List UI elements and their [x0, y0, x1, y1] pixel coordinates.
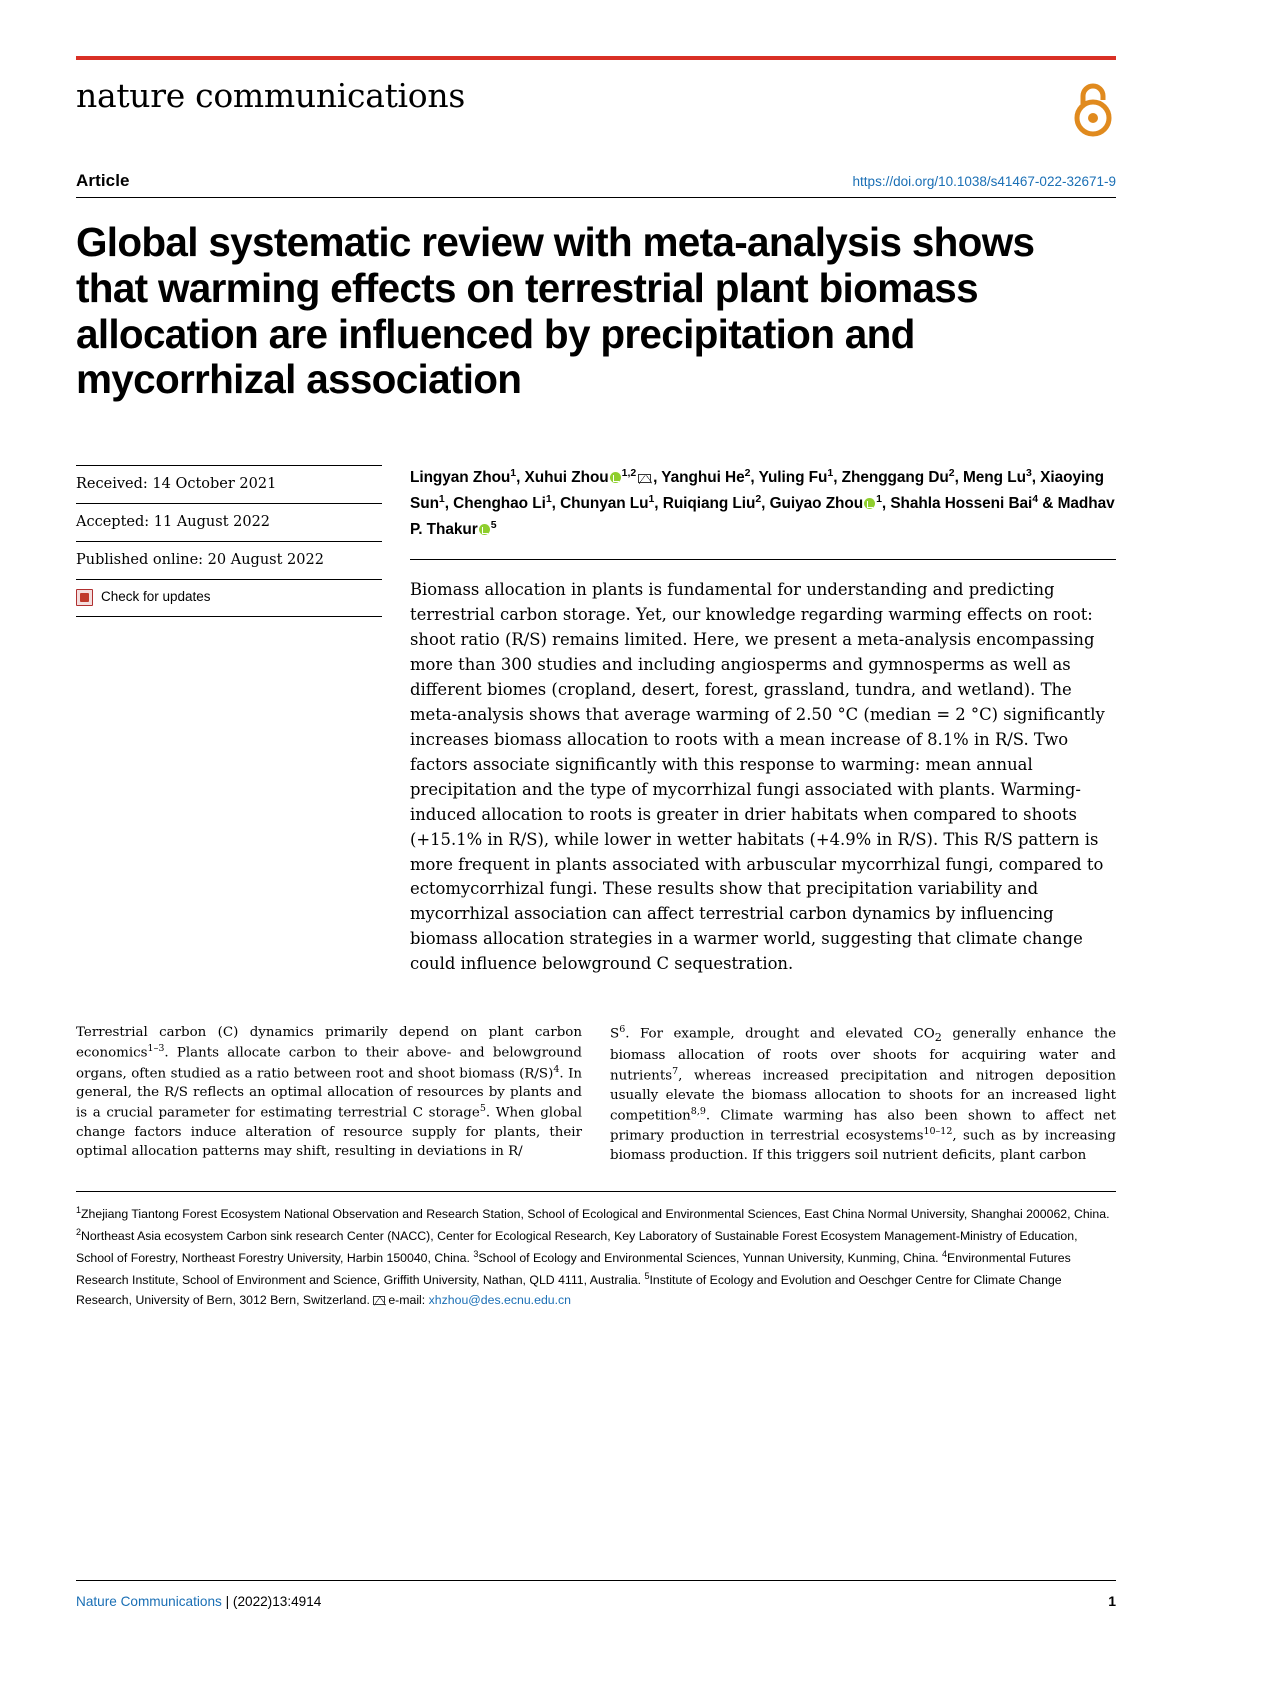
journal-title: nature communications: [76, 76, 465, 115]
publication-dates: [76, 465, 406, 977]
accepted-date: Accepted: 11 August 2022: [76, 503, 382, 541]
affiliations: $^1$Zhejiang Tiantong Forest Ecosystem National Observation and Research Station, School of Ecological and Environmental Sciences, East China Normal University, Shanghai 200062, China. $^2$Northeast Asia ecosystem Carbon sink research Center (NACC), Center for Ecological Research, Key Laboratory of Sustainable Forest Ecosystem Management-Ministry of Education, School of Forestry, Northeast Forestry University, Harbin 150040, China. $^3$School of Ecology and Environmental Sciences, Yunnan University, Kunming, China. $^4$Environmental Futures Research Institute, School of Environment and Science, Griffith University, Nathan, QLD 4111, Australia. $^5$Institute of Ecology and Evolution and Oeschger Centre for Climate Change Research, University of Bern, 3012 Bern, Switzerland. e-mail: xhzhou@des.ecnu.edu.cn: [76, 1204, 1110, 1307]
header-divider: [76, 197, 1116, 198]
check-for-updates[interactable]: [76, 579, 382, 617]
published-date: Published online: 20 August 2022: [76, 541, 382, 579]
meta-and-abstract: [76, 465, 1116, 977]
page-number: 1: [1108, 1593, 1116, 1609]
page-content: [76, 0, 1116, 1311]
page-footer: [76, 1580, 1116, 1609]
body-column-left: Terrestrial carbon (C) dynamics primarily depend on plant carbon economics$^{1-3}$. Plants allocate carbon to their above- and belowground organs, often studied as a ratio between root and shoot biomass $(R/S)^4$. In general, the R/S reflects an optimal allocation of resources by plants and is a crucial parameter for estimating terrestrial C storage$^5$. When global change factors induce alteration of resource supply for plants, their optimal allocation patterns may shift, resulting in deviations in R/: [76, 1025, 582, 1159]
email-icon: [373, 1296, 385, 1305]
footer-row: [76, 1581, 1116, 1609]
orcid-icon: [479, 524, 490, 535]
masthead: [76, 60, 1116, 149]
received-date: Received: 14 October 2021: [76, 465, 382, 503]
orcid-icon: [864, 498, 875, 509]
footer-citation: [76, 1594, 321, 1609]
footer-volume-article: | (2022)13:4914: [225, 1594, 322, 1609]
orcid-icon: [610, 472, 621, 483]
article-type-row: [76, 149, 1116, 191]
article-label: Article: [76, 171, 130, 190]
body-column-right: $S^6$. For example, drought and elevated $CO_2$ generally enhance the biomass allocation of roots over shoots for acquiring water and nutrients$^7$, whereas increased precipitation and nitrogen deposition usually elevate the biomass allocation to shoots for an increased light competition$^{8,9}$. Climate warming has also been shown to affect net primary production in terrestrial ecosystems$^{10-12}$, such as by increasing biomass production. If this triggers soil nutrient deficits, plant carbon: [610, 1024, 1116, 1163]
abstract-text: Biomass allocation in plants is fundamental for understanding and predicting terrestrial carbon storage. Yet, our knowledge regarding warming effects on root: shoot ratio (R/S) remains limited. Here, we present a meta-analysis encompassing more than 300 studies and including angiosperms and gymnosperms as well as different biomes (cropland, desert, forest, grassland, tundra, and wetland). The meta-analysis shows that average warming of 2.50 °C (median = 2 °C) significantly increases biomass allocation to roots with a mean increase of 8.1% in R/S. Two factors associate significantly with this response to warming: mean annual precipitation and the type of mycorrhizal fungi associated with plants. Warming-induced allocation to roots is greater in drier habitats when compared to shoots (+15.1% in R/S), while lower in wetter habitats (+4.9% in R/S). This R/S pattern is more frequent in plants associated with arbuscular mycorrhizal fungi, compared to ectomycorrhizal fungi. These results show that precipitation variability and mycorrhizal association can affect terrestrial carbon dynamics by influencing biomass allocation strategies in a warmer world, suggesting that climate change could influence belowground C sequestration.: [410, 580, 1105, 974]
check-updates-label: Check for updates: [101, 589, 211, 605]
footnote-divider: [76, 1191, 1116, 1192]
crossmark-icon: [76, 589, 93, 606]
page-title: Global systematic review with meta-analysis shows that warming effects on terrestrial plant biomass allocation are influenced by precipitation and mycorrhizal association: [76, 219, 1035, 403]
open-access-icon: [1070, 80, 1116, 143]
footer-journal-name: Nature Communications: [76, 1594, 222, 1609]
author-list: Lingyan Zhou$^1$, Xuhui Zhou $^{1,2}$ , Yanghui He$^2$, Yuling Fu$^1$, Zhenggang Du$^2$, Meng Lu$^3$, Xiaoying Sun$^1$, Chenghao Li$^1$, Chunyan Lu$^1$, Ruiqiang Liu$^2$, Guiyao Zhou $^1$, Shahla Hosseni Bai$^4$ & Madhav P. Thakur $^5$: [410, 465, 1116, 560]
body-columns: [76, 1023, 1116, 1165]
authors-and-abstract: [406, 465, 1116, 977]
corresponding-email-link[interactable]: xhzhou@des.ecnu.edu.cn: [428, 1292, 572, 1307]
email-icon[interactable]: [638, 474, 651, 483]
doi-link[interactable]: https://doi.org/10.1038/s41467-022-32671-9: [852, 174, 1116, 189]
